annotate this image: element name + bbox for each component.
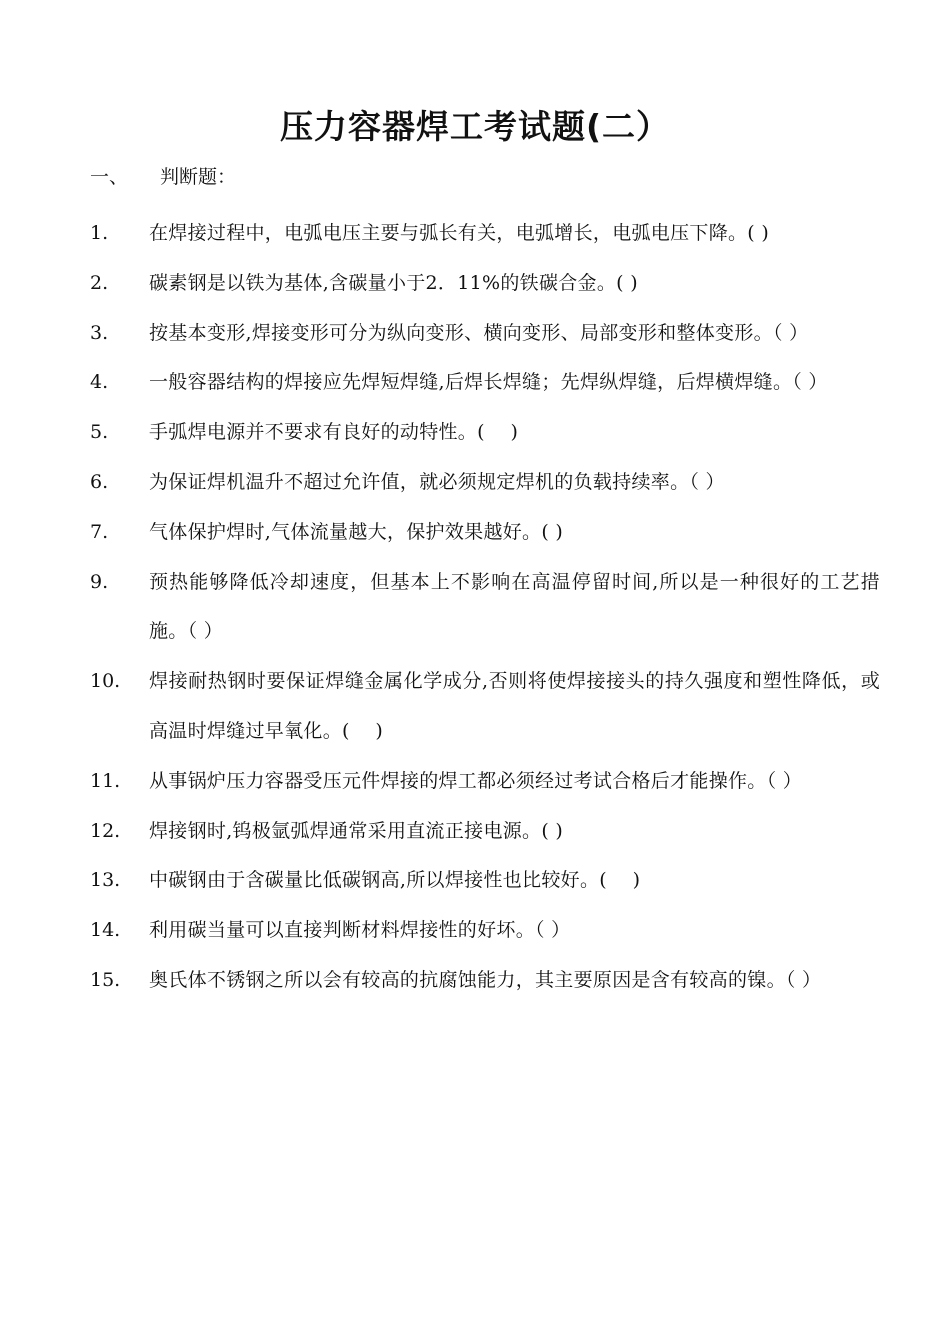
question-item bbox=[90, 856, 880, 906]
question-item bbox=[90, 508, 880, 558]
question-number: 15. bbox=[90, 968, 121, 991]
question-text: 从事锅炉压力容器受压元件焊接的焊工都必须经过考试合格后才能操作。（ ） bbox=[149, 769, 803, 792]
question-item bbox=[90, 757, 880, 807]
question-text: 按基本变形,焊接变形可分为纵向变形、横向变形、局部变形和整体变形。（ ） bbox=[149, 321, 809, 344]
question-number: 13. bbox=[90, 869, 121, 892]
question-number: 10. bbox=[90, 670, 121, 693]
question-text: 预热能够降低冷却速度，但基本上不影响在高温停留时间,所以是一种很好的工艺措施。（ ） bbox=[149, 570, 880, 643]
question-number: 4. bbox=[90, 371, 109, 394]
question-number: 5. bbox=[90, 421, 109, 444]
question-text: 在焊接过程中，电弧电压主要与弧长有关，电弧增长，电弧电压下降。( ) bbox=[149, 222, 770, 244]
question-number: 3. bbox=[90, 321, 109, 344]
section-label: 判断题： bbox=[160, 166, 237, 188]
question-number: 6. bbox=[90, 470, 109, 493]
question-number: 9. bbox=[90, 570, 109, 593]
question-number: 11. bbox=[90, 769, 121, 792]
question-number: 7. bbox=[90, 520, 109, 543]
question-text: 焊接耐热钢时要保证焊缝金属化学成分,否则将使焊接接头的持久强度和塑性降低，或高温时焊缝过早氧化。( ) bbox=[149, 670, 880, 742]
question-text: 一般容器结构的焊接应先焊短焊缝,后焊长焊缝；先焊纵焊缝，后焊横焊缝。（ ） bbox=[149, 371, 828, 394]
document-title: 压力容器焊工考试题(二） bbox=[279, 107, 671, 146]
question-text: 气体保护焊时,气体流量越大，保护效果越好。( ) bbox=[149, 520, 564, 543]
question-item bbox=[90, 259, 880, 309]
question-item bbox=[90, 408, 880, 458]
section-heading bbox=[90, 162, 236, 192]
question-list bbox=[90, 209, 880, 1006]
question-item bbox=[90, 657, 880, 757]
question-text: 中碳钢由于含碳量比低碳钢高,所以焊接性也比较好。( ) bbox=[149, 869, 641, 892]
question-item bbox=[90, 807, 880, 857]
question-number: 1. bbox=[90, 222, 109, 244]
question-item bbox=[90, 209, 880, 259]
question-item bbox=[90, 558, 880, 658]
question-text: 利用碳当量可以直接判断材料焊接性的好坏。（ ） bbox=[149, 919, 571, 942]
question-text: 奥氏体不锈钢之所以会有较高的抗腐蚀能力，其主要原因是含有较高的镍。（ ） bbox=[149, 968, 822, 991]
question-number: 14. bbox=[90, 919, 121, 942]
question-item bbox=[90, 309, 880, 359]
question-text: 碳素钢是以铁为基体,含碳量小于2．11%的铁碳合金。( ) bbox=[149, 271, 638, 294]
question-text: 为保证焊机温升不超过允许值，就必须规定焊机的负载持续率。（ ） bbox=[149, 470, 725, 493]
question-item bbox=[90, 956, 880, 1006]
question-text: 焊接钢时,钨极氩弧焊通常采用直流正接电源。( ) bbox=[149, 819, 564, 842]
question-number: 2. bbox=[90, 271, 109, 294]
question-item bbox=[90, 358, 880, 408]
question-text: 手弧焊电源并不要求有良好的动特性。( ) bbox=[149, 421, 519, 444]
question-number: 12. bbox=[90, 819, 121, 842]
question-item bbox=[90, 458, 880, 508]
question-item bbox=[90, 906, 880, 956]
section-number: 一、 bbox=[90, 166, 129, 188]
